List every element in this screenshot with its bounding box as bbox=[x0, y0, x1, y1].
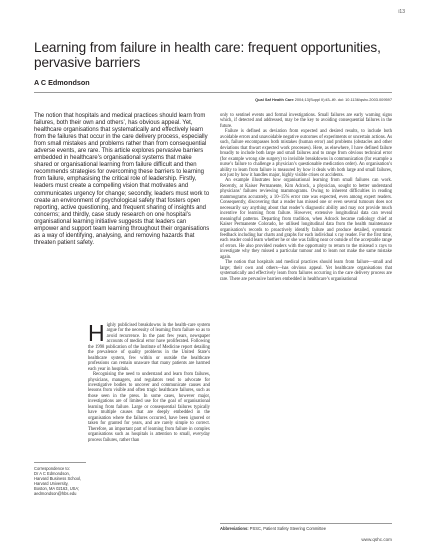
correspondence-block bbox=[34, 466, 86, 496]
header-divider bbox=[34, 92, 392, 93]
abbreviations-text: PSSC, Patient Safety Steering Committee bbox=[248, 526, 327, 531]
correspondence-email[interactable]: aedmondson@hbs.edu bbox=[34, 491, 77, 496]
correspondence-line: Boston, MA 02163, USA; bbox=[34, 486, 80, 491]
page-number: i13 bbox=[398, 9, 405, 15]
body-paragraph-2: Recognising the need to understand and learn from failures, physicians, managers, and regulators tend to advocate for investigative bodies to uncover and communicate causes and lessons from visible and often tragic healthcare failures, such as those seen in the press. In some cases, however major, investigations are of limited use for the goal of organisational learning from failure. Large or consequential failures typically have multiple causes that are deeply embedded in the organisation where the failures occurred, have been ignored or taken for granted for years, and are rarely simple to correct. Therefore, an important part of learning from failure in complex organisations such as hospitals is attention to small, everyday process failures, rather than bbox=[88, 372, 210, 443]
author-line: A C Edmondson bbox=[34, 78, 90, 87]
correspondence-line: Harvard University, bbox=[34, 481, 69, 486]
journal-website[interactable]: www.qshc.com bbox=[361, 537, 392, 542]
body-paragraph-3: only to sentinel events and formal investigations. Small failures are early warning signs which, if detected and addressed, may be the key to avoiding consequential failures in the future. bbox=[220, 113, 392, 129]
body-column-left bbox=[88, 320, 210, 443]
abbreviations-divider bbox=[220, 523, 392, 524]
article-title: Learning from failure in health care: frequent opportunities, pervasive barriers bbox=[34, 40, 381, 70]
correspondence-line: Correspondence to: bbox=[34, 466, 70, 471]
body-column-right bbox=[220, 113, 392, 282]
abstract-text: The notion that hospitals and medical practices should learn from failures, both their own and others’, has obvious appeal. Yet, healthcare organisations that systematically and effectively learn from the failures that occur in the care delivery process, especially from small mistakes and problems rather than from consequential adverse events, are rare. This article explores pervasive barriers embedded in healthcare’s organisational systems that make shared or organisational learning from failure difficult and then recommends strategies for overcoming these barriers to learning from failure, emphasising the critical role of leadership. Firstly, leaders must create a compelling vision that motivates and communicates urgency for change; secondly, leaders must work to create an environment of psychological safety that fosters open reporting, active questioning, and frequent sharing of insights and concerns; and thirdly, case study research on one hospital’s organisational learning initiative suggests that leaders can empower and support team learning throughout their organisations as a way of identifying, analysing, and removing hazards that threaten patient safety. bbox=[34, 113, 210, 246]
correspondence-line: Dr A C Edmondson, bbox=[34, 471, 70, 476]
abbreviations-note bbox=[220, 526, 392, 531]
citation-reference: 2004;13(Suppl II):ii3–ii9. doi: 10.1136/qshc.2003.009597 bbox=[293, 97, 392, 102]
correspondence-divider bbox=[34, 462, 86, 463]
journal-name: Qual Saf Health Care bbox=[255, 97, 294, 102]
body-paragraph-5: An example illustrates how organisational learning from small failures can work. Recently, at Kaiser Permanente, Kim Adcock, a physician, sought to better understand physicians’ failures reviewing mammograms. Owing to inherent difficulties in reading mammograms accurately, a 10–15% error rate was expected, even among expert readers. Consequently, discovering that a reader has missed one or even several tumours does not necessarily say anything about that reader’s diagnostic ability and may not provide much incentive for learning from failure. However, extensive longitudinal data can reveal meaningful patterns. Departing from tradition, when Adcock became radiology chief at Kaiser Permanente Colorado, he utilised longitudinal data from the health maintenance organisation’s records to proactively identify failure and produce detailed, systematic feedback including bar charts and graphs for each individual x ray reader. For the first time, each reader could learn whether he or she was falling near or outside of the acceptable range of errors. He also provided readers with the opportunity to return to the misread x rays to investigate why they missed a particular tumour and to learn not make the same mistake again. bbox=[220, 178, 392, 260]
body-paragraph-1-text: ighly publicised breakdowns in the health-care system argue for the necessity of learning from failure so as to avoid recurrence. In the past few years, newspaper accounts of medical error have proliferated. Following the 1998 publication of the Institute of Medicine report detailing the prevalence of quality problems in the United State’s healthcare system, few within or outside the healthcare professions can remain unaware that many patients are harmed each year in hospitals. bbox=[88, 323, 210, 372]
body-paragraph-4: Failure is defined as deviation from expected and desired results, to include both avoidable errors and unavoidable negative outcomes of experiments or uncertain actions. As such, failure encompasses both mistakes (human error) and problems (obstacles and other deviations that thwart expected work processes). Here, as elsewhere, I have defined failure broadly to include both large and small failures and to range from obvious technical error (for example wrong site surgery) to invisible breakdowns in communication (for example a nurse’s failure to challenge a physician’s questionable medication order). An organisation’s ability to learn from failure is measured by how it deals with both large and small failures, not just by how it handles major, highly visible crises or accidents. bbox=[220, 129, 392, 178]
drop-cap: H bbox=[88, 320, 105, 346]
citation-line bbox=[255, 97, 392, 102]
abbreviations-label: Abbreviations: bbox=[220, 526, 249, 531]
body-paragraph-1 bbox=[88, 320, 210, 372]
body-paragraph-6: The notion that hospitals and medical practices should learn from failure—small and large; their own and others—has obvious appeal. Yet healthcare organisations that systematically and effectively learn from failures occurring in the care delivery process are rare. There are pervasive barriers embedded in healthcare’s organisational bbox=[220, 260, 392, 282]
correspondence-line: Harvard Business School, bbox=[34, 476, 82, 481]
